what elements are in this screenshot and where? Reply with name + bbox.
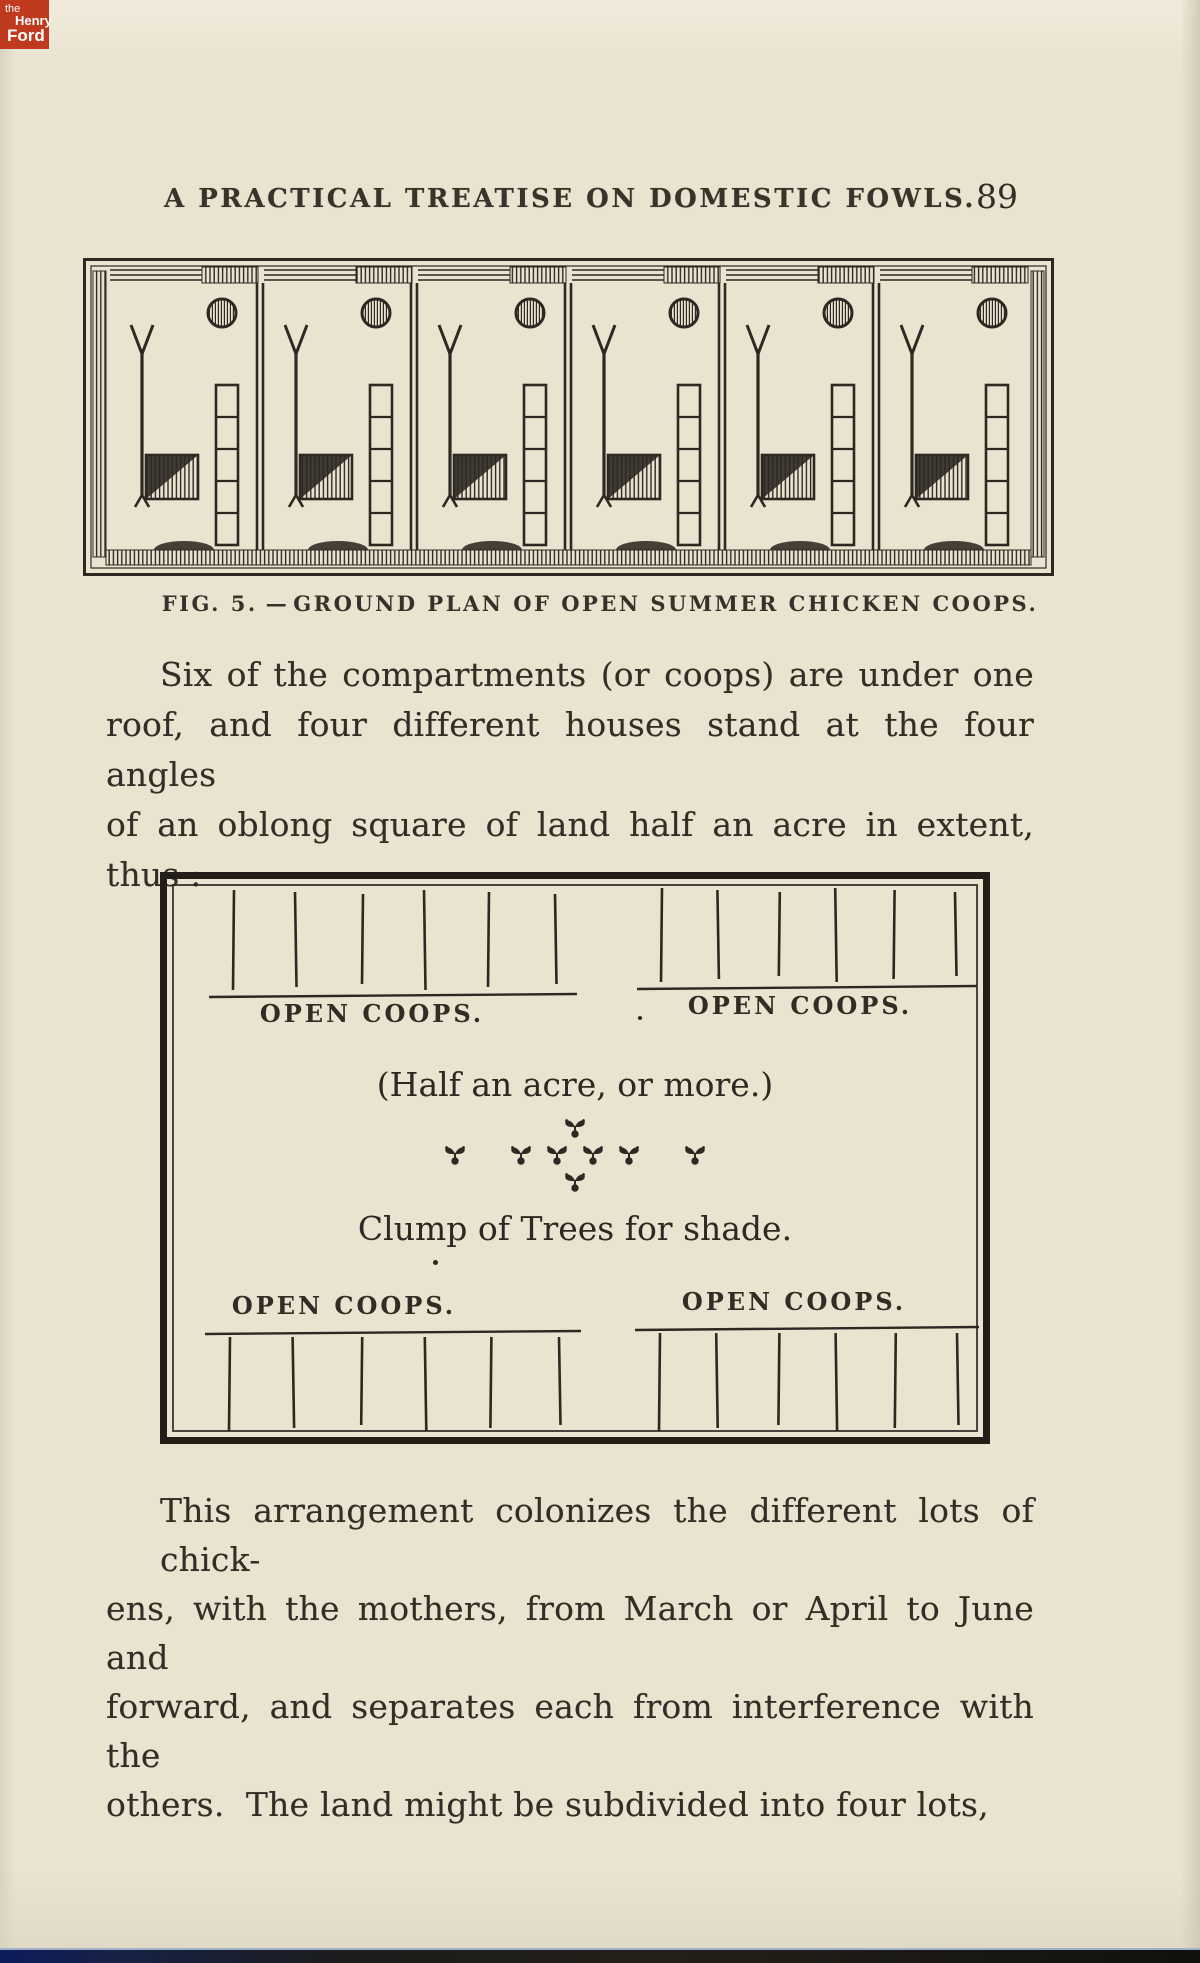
coop-tick [424, 890, 426, 990]
coop-tick [779, 892, 780, 976]
coop-tick [490, 1337, 491, 1428]
tree-ornament-icon [562, 1170, 588, 1196]
top-wall-hatch [202, 267, 258, 283]
tree-ornament-icon [616, 1143, 642, 1169]
tree-ornament-icon [682, 1143, 708, 1169]
paragraph-line: others. The land might be subdivided into four lots, [106, 1785, 989, 1824]
coop-compartment [257, 267, 412, 550]
paragraph-line: ens, with the mothers, from March or April to June and [106, 1589, 1034, 1677]
logo-text-ford: Ford [7, 26, 45, 45]
coop-tick [717, 890, 719, 979]
label-open-coops-top-right: OPEN COOPS. [687, 991, 913, 1020]
coop-compartment [411, 267, 566, 550]
paragraph-line: thus : [106, 855, 202, 894]
coop-tick [955, 892, 957, 976]
coop-compartment [565, 267, 720, 550]
coop-ticks-top-right [635, 887, 979, 993]
center-note: (Half an acre, or more.) [376, 1065, 774, 1104]
paragraph-line: This arrangement colonizes the different lots of chick- [160, 1491, 1034, 1579]
paragraph-1 [106, 650, 1034, 900]
tree-row [167, 1142, 983, 1169]
ladder [986, 385, 1008, 545]
coop-tick [293, 1337, 295, 1428]
coop-row-line [209, 994, 577, 997]
top-wall-hatch [510, 267, 566, 283]
feed-dish [824, 299, 852, 327]
paragraph-line: Six of the compartments (or coops) are under one [160, 655, 1034, 694]
coop-tick [659, 1333, 660, 1431]
tree-ornament-icon [544, 1143, 570, 1169]
tree-row [167, 1169, 983, 1196]
tree-cluster [167, 1115, 983, 1196]
coop-figure-svg [82, 257, 1055, 579]
coop-row-line [637, 986, 977, 989]
coop-tick [362, 894, 363, 984]
top-wall-hatch [972, 267, 1028, 283]
coop-tick [716, 1333, 718, 1428]
top-wall-hatch [664, 267, 720, 283]
ladder [678, 385, 700, 545]
tree-ornament-icon [562, 1116, 588, 1142]
coop-tick [661, 888, 662, 982]
left-wall [93, 271, 106, 557]
paragraph-line: forward, and separates each from interference with the [106, 1687, 1034, 1775]
scan-edge-strip [0, 1948, 1200, 1963]
coop-tick [559, 1337, 561, 1425]
ink-speck [638, 1016, 642, 1020]
trees-caption: Clump of Trees for shade. [357, 1209, 793, 1248]
coop-compartment [719, 267, 874, 550]
feed-dish [516, 299, 544, 327]
figure-caption [0, 591, 1200, 616]
coop-ticks-top-left [207, 889, 579, 1001]
entrance-mound [770, 541, 830, 550]
ladder [370, 385, 392, 545]
feed-dish [670, 299, 698, 327]
coop-compartment [110, 267, 258, 550]
feed-dish [362, 299, 390, 327]
coop-tick [295, 892, 297, 987]
label-open-coops-bottom-right: OPEN COOPS. [681, 1287, 907, 1316]
entrance-mound [462, 541, 522, 550]
coop-tick [233, 890, 234, 990]
figure-caption-label: FIG. 5. [161, 591, 258, 616]
coop-compartment [873, 267, 1028, 550]
right-wall [1031, 271, 1044, 557]
paragraph-line: roof, and four different houses stand at the four angles [106, 705, 1034, 794]
entrance-mound [154, 541, 214, 550]
paragraph-2 [106, 1486, 1034, 1829]
coop-ticks-bottom-left [203, 1329, 583, 1431]
figure-caption-text: GROUND PLAN OF OPEN SUMMER CHICKEN COOPS. [293, 591, 1039, 616]
feed-dish [208, 299, 236, 327]
diagram-content [167, 879, 983, 1437]
henry-ford-logo [0, 0, 52, 49]
ladder [832, 385, 854, 545]
tree-ornament-icon [580, 1143, 606, 1169]
coop-tick [957, 1333, 959, 1425]
coop-ticks-bottom-right [633, 1325, 981, 1431]
figure-caption-dash: — [265, 591, 290, 616]
paragraph-line: of an oblong square of land half an acre in extent, [106, 805, 1034, 844]
coop-tick [894, 890, 895, 979]
entrance-mound [924, 541, 984, 550]
coop-tick [425, 1337, 427, 1431]
figure-ground-plan [82, 257, 1055, 579]
label-open-coops-bottom-left: OPEN COOPS. [231, 1291, 457, 1320]
coop-row-line [205, 1331, 581, 1334]
page-title: A PRACTICAL TREATISE ON DOMESTIC FOWLS. [164, 184, 976, 214]
tree-ornament-icon [508, 1143, 534, 1169]
coop-tick [836, 1333, 838, 1431]
ladder [524, 385, 546, 545]
coop-tick [835, 888, 837, 982]
entrance-mound [616, 541, 676, 550]
ladder [216, 385, 238, 545]
label-open-coops-top-left: OPEN COOPS. [259, 999, 485, 1028]
logo-text-the: the [5, 3, 21, 15]
tree-ornament-icon [442, 1143, 468, 1169]
entrance-mound [308, 541, 368, 550]
coop-tick [895, 1333, 896, 1428]
page-number: 89 [976, 177, 1018, 216]
top-wall-hatch [356, 267, 412, 283]
tree-row [167, 1115, 983, 1142]
coop-tick [555, 894, 557, 984]
running-head [108, 177, 1032, 228]
bottom-wall [106, 550, 1031, 565]
logo-text-henry: Henry [15, 13, 52, 28]
coop-tick [778, 1333, 779, 1425]
coop-tick [229, 1337, 230, 1431]
coop-tick [361, 1337, 362, 1425]
top-wall-hatch [818, 267, 874, 283]
coop-tick [488, 892, 489, 987]
feed-dish [978, 299, 1006, 327]
diagram-half-acre-plot [160, 872, 990, 1444]
ink-speck [433, 1260, 438, 1265]
coop-row-line [635, 1327, 979, 1330]
